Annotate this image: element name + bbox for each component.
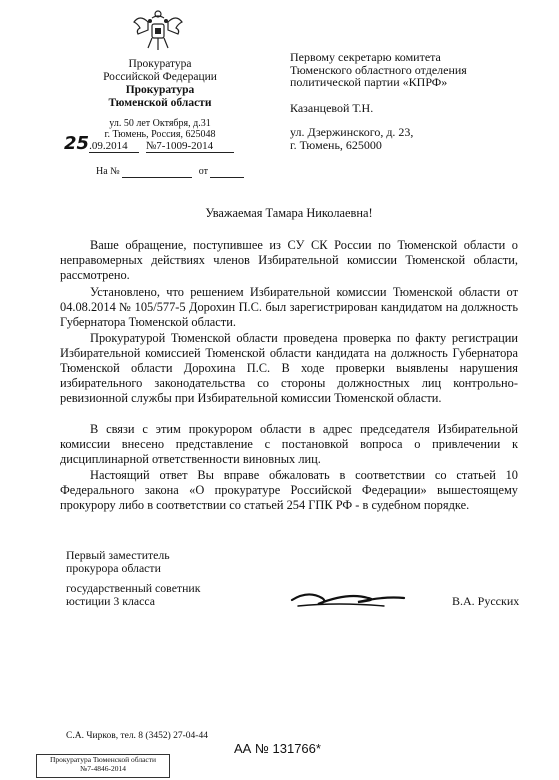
address-line-1: ул. 50 лет Октября, д.31 <box>109 118 211 129</box>
address-line-2: г. Тюмень, Россия, 625048 <box>104 129 216 140</box>
recipient-line-1: Первому секретарю комитета <box>290 50 441 64</box>
ref-date-blank <box>210 166 244 178</box>
org-name-block <box>60 58 260 110</box>
paragraph-2: Установлено, что решением Избирательной комиссии Тюменской области от 04.08.2014 № 105/577-5 Дорохин П.С. был зарегистрирован кандидатом на должность Губернатора Тюменской области. <box>60 285 518 329</box>
recipient-line-2: Тюменского областного отделения <box>290 62 467 77</box>
stamp-line-2: №7-4846-2014 <box>80 764 126 773</box>
signatory-title-2: прокурора области <box>66 560 161 575</box>
recipient-address-1: ул. Дзержинского, д. 23, <box>290 125 414 139</box>
date-handwritten: 25 <box>64 133 90 154</box>
form-serial: АА № 131766* <box>234 741 321 756</box>
paragraph-1: Ваше обращение, поступившее из СУ СК России по Тюменской области о неправомерных действиях членов Избирательной комиссии Тюменской области, рассмотрено. <box>60 238 518 282</box>
handwritten-signature <box>288 586 408 612</box>
org-line-3: Прокуратура <box>125 84 195 96</box>
signatory-title-1: Первый заместитель <box>66 548 170 562</box>
registration-row <box>64 133 244 154</box>
executor-info: С.А. Чирков, тел. 8 (3452) 27-04-44 <box>66 731 208 741</box>
signatory-name: В.А. Русских <box>452 594 520 608</box>
org-line-2: Российской Федерации <box>103 71 217 83</box>
ref-label: На № <box>96 166 120 177</box>
paragraph-4: В связи с этим прокурором области в адрес председателя Избирательной комиссии внесено представление с постановкой вопроса о привлечении к дисциплинарной ответственности виновных лиц. <box>60 422 518 466</box>
signatory-rank-2: юстиции 3 класса <box>66 593 155 608</box>
date-printed: .09.2014 <box>89 140 139 153</box>
org-line-1: Прокуратура <box>128 58 192 70</box>
stamp-line-1: Прокуратура Тюменской области <box>49 755 157 764</box>
greeting: Уважаемая Тамара Николаевна! <box>205 206 373 220</box>
org-line-4: Тюменской области <box>108 97 212 109</box>
recipient-line-3: политической партии «КПРФ» <box>290 75 448 89</box>
registration-stamp <box>36 754 170 778</box>
paragraph-5: Настоящий ответ Вы вправе обжаловать в соответствии со статьей 10 Федерального закона «О прокуратуре Российской Федерации» вышестоящему прокурору либо в соответствии со статьей 254 ГПК РФ - в судебном порядке. <box>60 468 518 512</box>
signatory-title <box>66 549 200 607</box>
signatory-rank-1: государственный советник <box>66 581 201 596</box>
recipient-name: Казанцевой Т.Н. <box>290 100 374 115</box>
recipient-block <box>290 51 467 151</box>
paragraph-3: Прокуратурой Тюменской области проведена проверка по факту регистрации Избирательной комиссией Тюменской области кандидата на должность Губернатора Тюменской области Дорохина П.С. В ходе проверки выявлены нарушения избирательного законодательства со стороны должностных лиц контрольно-ревизионной службы при Избирательной комиссии Тюменской области. <box>60 331 518 405</box>
coat-of-arms-icon <box>130 8 186 52</box>
ref-from-label: от <box>198 166 208 177</box>
recipient-address-2: г. Тюмень, 625000 <box>290 137 382 152</box>
reference-row <box>96 166 244 178</box>
document-number: №7-1009-2014 <box>146 140 234 153</box>
ref-number-blank <box>122 166 192 178</box>
